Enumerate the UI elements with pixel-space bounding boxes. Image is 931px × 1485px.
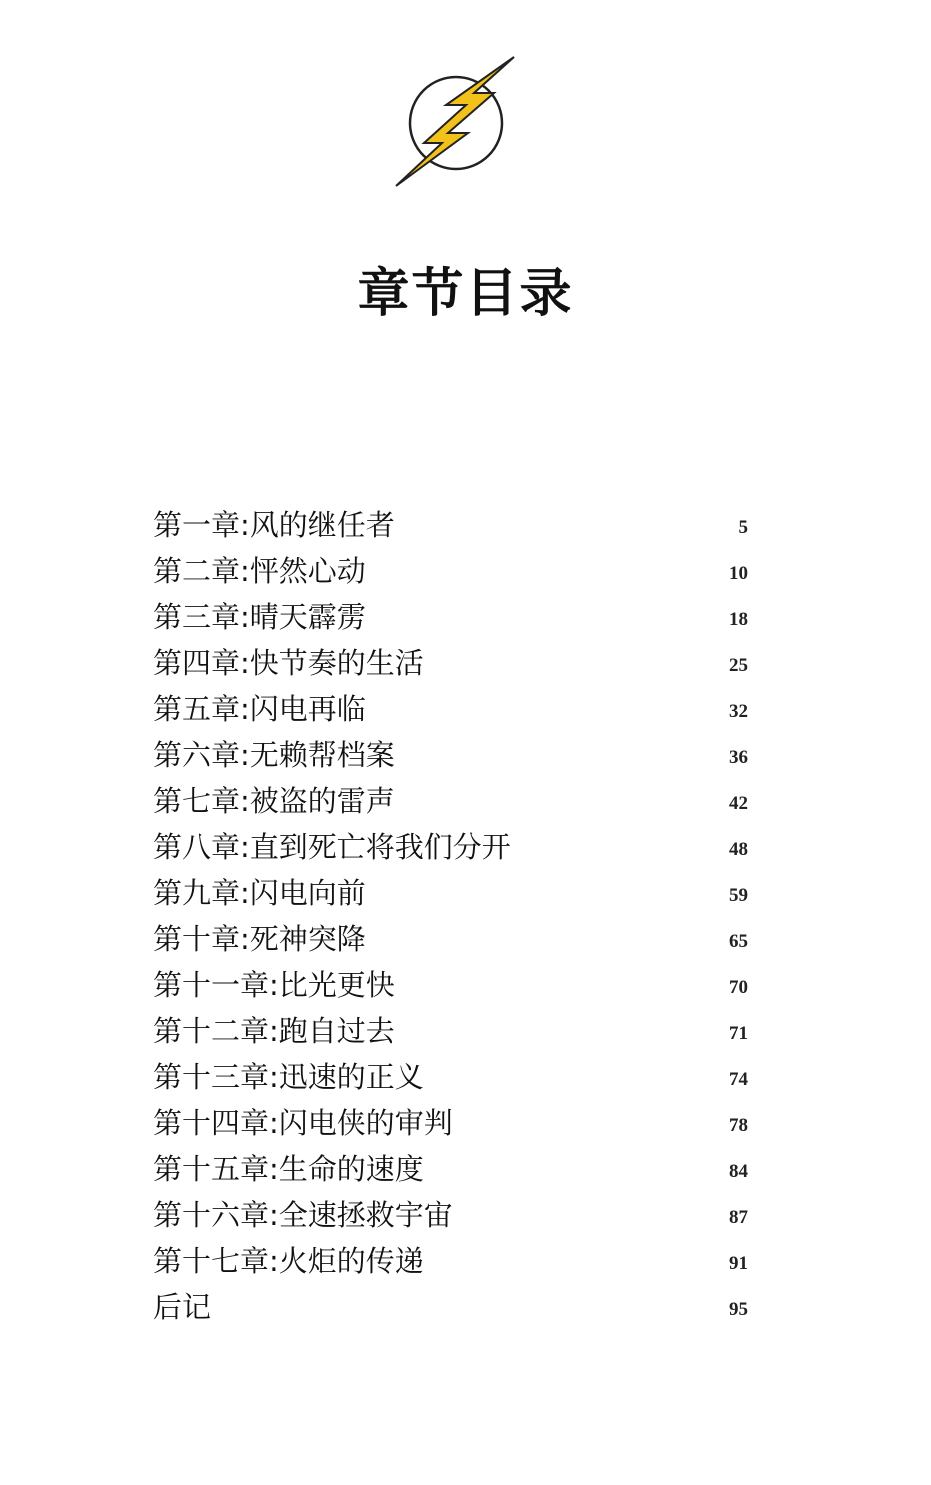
toc-entry-page-number: 91 — [729, 1253, 748, 1274]
toc-entry-title: 第三章:晴天霹雳 — [153, 600, 366, 634]
toc-entry-title: 第九章:闪电向前 — [153, 876, 366, 910]
toc-entry[interactable] — [153, 1287, 748, 1333]
toc-entry-page-number: 59 — [729, 885, 748, 906]
toc-entry[interactable] — [153, 1241, 748, 1287]
toc-entry[interactable] — [153, 1011, 748, 1057]
toc-entry[interactable] — [153, 873, 748, 919]
toc-entry-page-number: 42 — [729, 793, 748, 814]
toc-entry-page-number: 84 — [729, 1161, 748, 1182]
toc-entry[interactable] — [153, 919, 748, 965]
toc-entry-title: 第十二章:跑自过去 — [153, 1014, 395, 1048]
toc-entry-title: 第八章:直到死亡将我们分开 — [153, 830, 511, 864]
toc-entry-page-number: 25 — [729, 655, 748, 676]
toc-entry[interactable] — [153, 735, 748, 781]
logo-svg — [390, 55, 520, 190]
toc-entry[interactable] — [153, 965, 748, 1011]
toc-entry-page-number: 70 — [729, 977, 748, 998]
toc-entry-page-number: 65 — [729, 931, 748, 952]
toc-entry[interactable] — [153, 597, 748, 643]
toc-entry-title: 第十三章:迅速的正义 — [153, 1060, 424, 1094]
toc-entry[interactable] — [153, 781, 748, 827]
toc-entry-page-number: 71 — [729, 1023, 748, 1044]
toc-entry-title: 第五章:闪电再临 — [153, 692, 366, 726]
toc-entry-page-number: 18 — [729, 609, 748, 630]
toc-entry-title: 第十章:死神突降 — [153, 922, 366, 956]
toc-entry-title: 第十一章:比光更快 — [153, 968, 395, 1002]
toc-entry-page-number: 5 — [738, 517, 748, 538]
toc-entry-page-number: 10 — [729, 563, 748, 584]
toc-entry-page-number: 32 — [729, 701, 748, 722]
toc-entry[interactable] — [153, 1057, 748, 1103]
toc-entry-title: 第六章:无赖帮档案 — [153, 738, 395, 772]
toc-entry-title: 第四章:快节奏的生活 — [153, 646, 424, 680]
table-of-contents — [153, 505, 748, 1333]
toc-entry-page-number: 74 — [729, 1069, 748, 1090]
toc-entry-page-number: 36 — [729, 747, 748, 768]
toc-entry-title: 第十五章:生命的速度 — [153, 1152, 424, 1186]
toc-entry[interactable] — [153, 551, 748, 597]
toc-entry-page-number: 78 — [729, 1115, 748, 1136]
lightning-bolt-in-circle-icon — [390, 55, 520, 190]
toc-entry-title: 后记 — [153, 1290, 212, 1324]
toc-entry-page-number: 48 — [729, 839, 748, 860]
toc-entry-title: 第十四章:闪电侠的审判 — [153, 1106, 453, 1140]
toc-entry[interactable] — [153, 827, 748, 873]
toc-entry-page-number: 87 — [729, 1207, 748, 1228]
toc-entry-title: 第七章:被盗的雷声 — [153, 784, 395, 818]
toc-entry[interactable] — [153, 643, 748, 689]
toc-entry[interactable] — [153, 1195, 748, 1241]
toc-entry[interactable] — [153, 689, 748, 735]
toc-entry-page-number: 95 — [729, 1299, 748, 1320]
toc-entry-title: 第十六章:全速拯救宇宙 — [153, 1198, 453, 1232]
toc-entry-title: 第十七章:火炬的传递 — [153, 1244, 424, 1278]
toc-entry[interactable] — [153, 1103, 748, 1149]
page-title: 章节目录 — [357, 264, 574, 324]
toc-entry[interactable] — [153, 1149, 748, 1195]
toc-entry-title: 第二章:怦然心动 — [153, 554, 366, 588]
toc-entry-title: 第一章:风的继任者 — [153, 508, 395, 542]
toc-entry[interactable] — [153, 505, 748, 551]
